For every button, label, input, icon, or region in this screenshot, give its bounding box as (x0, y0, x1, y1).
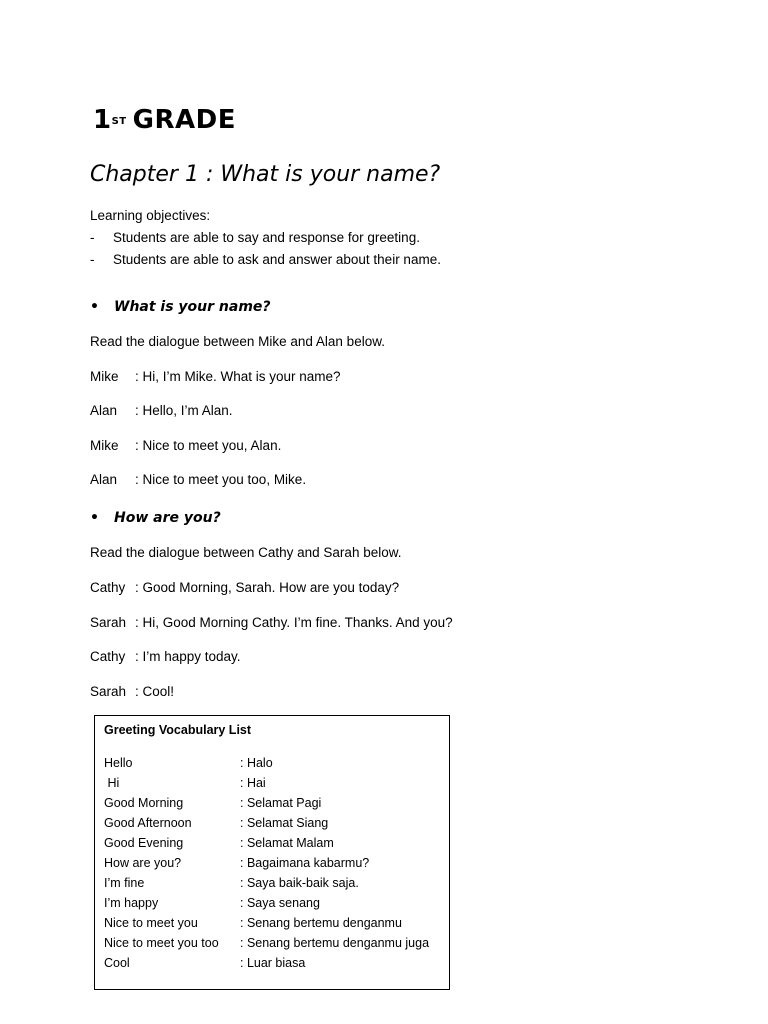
vocab-indonesian: : Hai (240, 776, 266, 790)
vocab-english: Good Evening (104, 836, 184, 850)
speaker-name: Sarah (90, 684, 127, 699)
dialogue-text: : Hi, Good Morning Cathy. I’m fine. Thanks. And you? (135, 615, 453, 630)
dialogue-text: : Good Morning, Sarah. How are you today? (135, 580, 400, 595)
section-intro: Read the dialogue between Mike and Alan below. (90, 334, 385, 349)
vocabulary-title: Greeting Vocabulary List (104, 723, 252, 737)
grade-heading (93, 103, 236, 137)
objective-item (90, 229, 420, 247)
dialogue-text: : Nice to meet you too, Mike. (135, 472, 307, 487)
speaker-name: Cathy (90, 649, 126, 664)
vocab-indonesian: : Halo (240, 756, 273, 770)
dash-marker: - (90, 252, 95, 267)
section-intro: Read the dialogue between Cathy and Sarah below. (90, 545, 402, 560)
vocabulary-row (104, 953, 429, 973)
speaker-name: Cathy (90, 580, 126, 595)
dialogue-line (90, 648, 241, 666)
vocab-english: Good Morning (104, 796, 184, 810)
dialogue-line (90, 402, 233, 420)
vocabulary-box (94, 715, 450, 990)
vocabulary-row (104, 933, 429, 953)
vocab-english: I’m happy (104, 896, 159, 910)
vocabulary-list (104, 753, 429, 973)
vocab-english: Hi (104, 776, 120, 790)
vocab-english: Nice to meet you (104, 916, 198, 930)
vocab-english: How are you? (104, 856, 182, 870)
section-heading-name (90, 297, 271, 317)
dialogue-text: : I’m happy today. (135, 649, 241, 664)
vocab-indonesian: : Saya baik-baik saja. (240, 876, 359, 890)
dialogue-text: : Cool! (135, 684, 175, 699)
objective-item (90, 251, 441, 269)
vocab-indonesian: : Bagaimana kabarmu? (240, 856, 370, 870)
vocab-indonesian: : Senang bertemu denganmu (240, 916, 402, 930)
dialogue-line (90, 614, 453, 632)
vocabulary-row (104, 793, 429, 813)
vocab-indonesian: : Saya senang (240, 896, 320, 910)
dialogue-line (90, 437, 281, 455)
dialogue-line (90, 471, 306, 489)
vocab-english: Nice to meet you too (104, 936, 219, 950)
vocab-english: Hello (104, 756, 133, 770)
speaker-name: Mike (90, 438, 119, 453)
vocab-indonesian: : Luar biasa (240, 956, 306, 970)
section-heading-how (90, 508, 221, 528)
vocabulary-row (104, 813, 429, 833)
chapter-title: Chapter 1 : What is your name? (90, 162, 441, 187)
section-title: How are you? (114, 510, 221, 526)
vocabulary-row (104, 873, 429, 893)
dialogue-line (90, 683, 174, 701)
dialogue-line (90, 368, 341, 386)
vocabulary-row (104, 773, 429, 793)
dialogue-text: : Hello, I’m Alan. (135, 403, 233, 418)
bullet-icon: • (90, 510, 99, 526)
grade-number: 1 (93, 105, 112, 135)
vocabulary-row (104, 853, 429, 873)
vocab-english: Cool (104, 956, 130, 970)
vocab-indonesian: : Selamat Pagi (240, 796, 322, 810)
speaker-name: Sarah (90, 615, 127, 630)
dialogue-text: : Nice to meet you, Alan. (135, 438, 282, 453)
dialogue-line (90, 579, 399, 597)
vocabulary-row (104, 833, 429, 853)
dash-marker: - (90, 230, 95, 245)
speaker-name: Alan (90, 403, 118, 418)
objectives-label: Learning objectives: (90, 208, 211, 223)
vocab-english: Good Afternoon (104, 816, 192, 830)
speaker-name: Mike (90, 369, 119, 384)
vocabulary-row (104, 913, 429, 933)
grade-word: GRADE (132, 105, 236, 135)
speaker-name: Alan (90, 472, 118, 487)
vocab-indonesian: : Senang bertemu denganmu juga (240, 936, 430, 950)
vocab-english: I’m fine (104, 876, 145, 890)
vocabulary-row (104, 753, 429, 773)
bullet-icon: • (90, 299, 99, 315)
objective-text: Students are able to ask and answer about their name. (113, 252, 441, 267)
vocab-indonesian: : Selamat Malam (240, 836, 334, 850)
vocabulary-row (104, 893, 429, 913)
section-title: What is your name? (114, 299, 271, 315)
dialogue-text: : Hi, I’m Mike. What is your name? (135, 369, 341, 384)
grade-suffix: ST (111, 116, 127, 127)
objective-text: Students are able to say and response for greeting. (113, 230, 420, 245)
vocab-indonesian: : Selamat Siang (240, 816, 329, 830)
